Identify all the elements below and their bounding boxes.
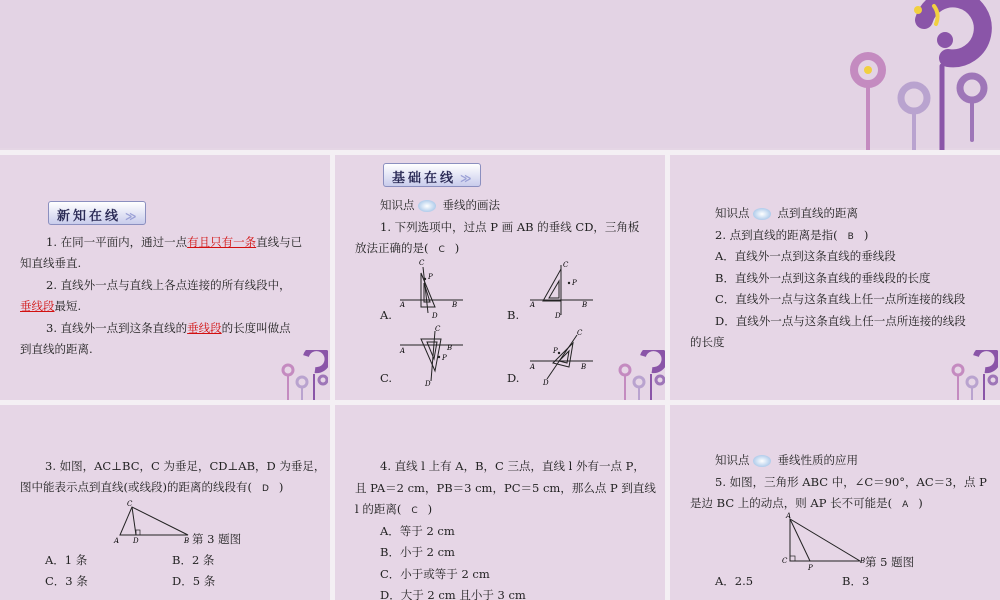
svg-text:A: A xyxy=(530,301,536,309)
svg-text:B: B xyxy=(582,301,588,309)
svg-text:P: P xyxy=(442,354,447,362)
q1-paren: ) xyxy=(454,241,460,255)
kp-label: 知识点 xyxy=(715,206,750,220)
q3-text-tail: 的长度叫做点 xyxy=(221,321,291,335)
option-b: B．3 xyxy=(842,574,870,588)
q1-text: 放法正确的是( xyxy=(355,241,429,255)
knowledge-point-line xyxy=(715,450,858,471)
svg-text:A: A xyxy=(400,347,406,355)
option-c-figure xyxy=(395,323,465,393)
svg-text:D: D xyxy=(543,379,549,387)
kp-label: 知识点 xyxy=(380,198,415,212)
panel-q4 xyxy=(335,405,665,600)
q4-paren: ) xyxy=(427,502,433,516)
svg-text:D: D xyxy=(555,312,561,320)
small-flower-icon xyxy=(948,350,998,400)
kp-label: 知识点 xyxy=(715,453,750,467)
q4-line2: 且 PA＝2 cm，PB＝3 cm，PC＝5 cm，那么点 P 到直线 xyxy=(355,481,656,495)
section-header-label: 新知在线 xyxy=(57,209,122,224)
q1-line2: 知直线垂直. xyxy=(20,256,82,270)
option-a: A．直线外一点到这条直线的垂线段 xyxy=(715,249,896,263)
option-b: B．2 条 xyxy=(172,553,215,567)
svg-text:B: B xyxy=(447,344,453,352)
q1-answer: 有且只有一条 xyxy=(187,235,257,249)
q2-line: 2. 直线外一点与直线上各点连接的所有线段中， xyxy=(46,278,291,292)
knowledge-point-line xyxy=(715,203,858,224)
kp-title: 点到直线的距离 xyxy=(777,206,858,220)
option-c: C．直线外一点与这条直线上任一点所连接的线段 xyxy=(715,292,966,306)
option-c-label: C. xyxy=(380,371,393,385)
q3-line: 3. 如图，AC⊥BC，C 为垂足，CD⊥AB，D 为垂足， xyxy=(45,459,326,473)
option-b-label: B. xyxy=(507,308,520,322)
small-flower-icon xyxy=(278,350,328,400)
option-a: A．等于 2 cm xyxy=(380,524,455,538)
q1-text-tail: 直线与已 xyxy=(256,235,303,249)
q2-line2 xyxy=(20,296,81,317)
svg-text:C: C xyxy=(435,325,441,333)
option-b: B．小于 2 cm xyxy=(380,545,455,559)
knowledge-point-icon xyxy=(753,208,771,220)
q3-text: 图中能表示点到直线(或线段)的距离的线段有( xyxy=(20,480,252,494)
svg-text:P: P xyxy=(572,279,577,287)
panel-basics xyxy=(335,155,665,400)
option-c: C．小于或等于 2 cm xyxy=(380,567,490,581)
panel-distance xyxy=(670,155,1000,400)
q4-line: 4. 直线 l 上有 A，B，C 三点，直线 l 外有一点 P， xyxy=(380,459,645,473)
section-header xyxy=(48,201,146,225)
svg-text:P: P xyxy=(553,347,558,355)
q2-text-tail: 最短. xyxy=(54,299,82,313)
kp-title: 垂线性质的应用 xyxy=(777,453,858,467)
top-banner xyxy=(0,0,1000,148)
option-a-label: A. xyxy=(380,308,392,322)
svg-text:B: B xyxy=(860,557,866,565)
svg-text:P: P xyxy=(808,564,813,571)
option-d: D．5 条 xyxy=(172,574,216,588)
svg-text:D: D xyxy=(425,380,431,388)
option-d-line2: 的长度 xyxy=(690,335,725,349)
q4-line3 xyxy=(355,499,432,522)
svg-text:B: B xyxy=(581,363,587,371)
q1-line: 1. 下列选项中，过点 P 画 AB 的垂线 CD，三角板 xyxy=(380,220,640,234)
q5-text: 是边 BC 上的动点，则 AP 长不可能是( xyxy=(690,496,893,510)
knowledge-point-icon xyxy=(418,200,436,212)
svg-text:A: A xyxy=(400,301,406,309)
kp-title: 垂线的画法 xyxy=(442,198,500,212)
q4-text: l 的距离( xyxy=(355,502,402,516)
q3-answer: D xyxy=(261,484,269,494)
q2-line xyxy=(715,225,868,248)
figure-q3 xyxy=(110,499,200,544)
q3-text: 3. 直线外一点到这条直线的 xyxy=(46,321,188,335)
q1-text: 1. 在同一平面内，通过一点 xyxy=(46,235,188,249)
q5-answer: A xyxy=(902,500,909,510)
svg-text:C: C xyxy=(419,259,425,267)
q1-line xyxy=(46,232,302,253)
q5-line: 5. 如图，三角形 ABC 中，∠C＝90°，AC＝3，点 P xyxy=(715,475,987,489)
svg-text:C: C xyxy=(563,261,569,269)
chevron-right-icon: ≫ xyxy=(460,172,472,185)
section-header-label: 基础在线 xyxy=(392,171,457,186)
q5-paren: ) xyxy=(918,496,923,510)
q2-text: 2. 点到直线的距离是指( xyxy=(715,228,838,242)
panel-q5 xyxy=(670,405,1000,600)
svg-text:B: B xyxy=(184,537,190,544)
svg-text:C: C xyxy=(127,500,133,508)
small-flower-icon xyxy=(615,350,665,400)
q2-answer: B xyxy=(847,232,854,242)
knowledge-point-icon xyxy=(753,455,771,467)
svg-text:C: C xyxy=(577,329,583,337)
svg-text:D: D xyxy=(432,312,438,320)
svg-text:D: D xyxy=(133,537,139,544)
q3-line2 xyxy=(20,477,283,500)
q2-paren: ) xyxy=(863,228,869,242)
panel-q3 xyxy=(0,405,330,600)
figure-q5 xyxy=(778,511,868,571)
option-d: D．直线外一点与这条直线上任一点所连接的线段 xyxy=(715,314,966,328)
q2-answer: 垂线段 xyxy=(20,299,55,313)
section-header xyxy=(383,163,481,187)
svg-text:A: A xyxy=(114,537,120,544)
knowledge-point-line xyxy=(380,195,500,216)
option-b-figure xyxy=(525,255,595,325)
q3-paren: ) xyxy=(278,480,284,494)
option-d-label: D. xyxy=(507,371,520,385)
q1-answer: C xyxy=(438,245,445,255)
option-a: A．2.5 xyxy=(715,574,754,588)
decorative-flower-icon xyxy=(840,0,1000,150)
panel-new-knowledge xyxy=(0,155,330,400)
q4-answer: C xyxy=(411,506,418,516)
option-b: B．直线外一点到这条直线的垂线段的长度 xyxy=(715,271,931,285)
option-d: D．大于 2 cm 且小于 3 cm xyxy=(380,588,526,600)
option-a: A．1 条 xyxy=(45,553,88,567)
q3-answer: 垂线段 xyxy=(187,321,222,335)
svg-text:C: C xyxy=(782,557,788,565)
q3-line xyxy=(46,318,291,339)
chevron-right-icon: ≫ xyxy=(125,210,137,223)
option-a-figure xyxy=(395,255,465,325)
figure-caption: 第 3 题图 xyxy=(192,532,242,546)
svg-text:P: P xyxy=(428,273,433,281)
option-d-figure xyxy=(525,323,595,393)
svg-text:B: B xyxy=(452,301,458,309)
q3-line2: 到直线的距离. xyxy=(20,342,93,356)
svg-text:A: A xyxy=(786,512,792,520)
option-c: C．3 条 xyxy=(45,574,88,588)
svg-text:A: A xyxy=(530,363,536,371)
figure-caption: 第 5 题图 xyxy=(865,555,915,569)
